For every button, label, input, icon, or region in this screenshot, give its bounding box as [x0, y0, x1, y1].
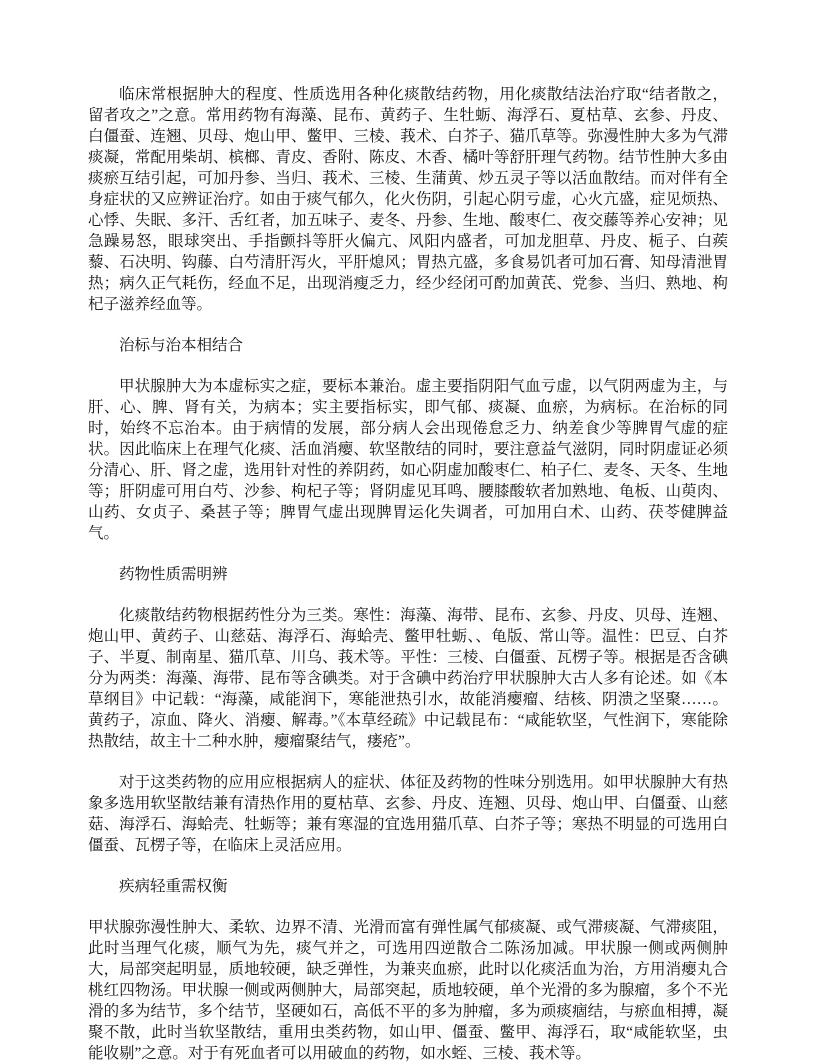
para-drug-classification-by-property: 化痰散结药物根据药性分为三类。寒性：海藻、海带、昆布、玄参、丹皮、贝母、连翘、炮山甲、黄药子、山慈菇、海浮石、海蛤壳、鳖甲牡蛎、、龟版、常山等。温性：巴豆、白芥子、半夏、制南星、猫爪草、川乌、莪术等。平性：三棱、白僵蚕、瓦楞子等。根据是否含碘分为两类：海藻、海带、昆布等含碘类。对于含碘中药治疗甲状腺肿大古人多有论述。如《本草纲目》中记载：“海藻，咸能润下，寒能泄热引水，故能消瘿瘤、结核、阴溃之坚聚……。黄药子，凉血、降火、消瘿、解毒。”《本草经疏》中记载昆布：“咸能软坚，气性润下，寒能除热散结，故主十二种水肿，瘿瘤聚结气，瘘疮”。: [88, 607, 728, 750]
heading-weigh-disease-severity: 疾病轻重需权衡: [119, 878, 228, 895]
para-phlegm-resolving-drug-selection: 临床常根据肿大的程度、性质选用各种化痰散结药物，用化痰散结法治疗取“结者散之，留者攻之”之意。常用药物有海藻、昆布、黄药子、生牡蛎、海浮石、夏枯草、玄参、丹皮、白僵蚕、连翘、贝母、炮山甲、鳖甲、三棱、莪术、白芥子、猫爪草等。弥漫性肿大多为气滞痰凝，常配用柴胡、槟榔、青皮、香附、陈皮、木香、橘叶等舒肝理气药物。结节性肿大多由痰瘀互结引起，可加丹参、当归、莪术、三棱、生蒲黄、炒五灵子等以活血散结。而对伴有全身症状的又应辨证治疗。如由于痰气郁久，化火伤阴，引起心阴亏虚，心火亢盛，症见烦热、心悸、失眠、多汗、舌红者，加五味子、麦冬、丹参、生地、酸枣仁、夜交藤等养心安神；见急躁易怒，眼球突出、手指颤抖等肝火偏亢、风阳内盛者，可加龙胆草、丹皮、栀子、白蒺藜、石决明、钩藤、白芍清肝泻火，平肝熄风；胃热亢盛，多食易饥者可加石膏、知母清泄胃热；病久正气耗伤，经血不足，出现消瘦乏力，经少经闭可酌加黄芪、党参、当归、熟地、枸杞子滋养经血等。: [88, 86, 728, 313]
para-drug-selection-by-symptom: 对于这类药物的应用应根据病人的症状、体征及药物的性味分别选用。如甲状腺肿大有热象多选用软坚散结兼有清热作用的夏枯草、玄参、丹皮、连翘、贝母、炮山甲、白僵蚕、山慈菇、海浮石、海蛤壳、牡蛎等；兼有寒湿的宜选用猫爪草、白芥子等；寒热不明显的可选用白僵蚕、瓦楞子等，在临床上灵活应用。: [88, 774, 728, 854]
heading-combine-symptomatic-and-root-treatment: 治标与治本相结合: [119, 337, 244, 354]
para-goiter-types-and-formulas: 甲状腺弥漫性肿大、柔软、边界不清、光滑而富有弹性属气郁痰凝、或气滞痰凝、气滞痰阻，此时当理气化痰，顺气为先，痰气并之，可选用四逆散合二陈汤加减。甲状腺一侧或两侧肿大，局部突起明显，质地较硬，缺乏弹性，为兼夹血瘀，此时以化痰活血为治，方用消瘿丸合桃红四物汤。甲状腺一侧或两侧肿大，局部突起，质地较硬，单个光滑的多为腺瘤，多个不光滑的多为结节，多个结节，坚硬如石，高低不平的多为肿瘤，多为顽痰痼结，与瘀血相搏，凝聚不散，此时当软坚散结，重用虫类药物，如山甲、僵蚕、鳖甲、海浮石，取“咸能软坚，虫能收剔”之意。对于有死血者可以用破血的药物，如水蛭、三棱、莪术等。: [88, 919, 728, 1062]
heading-drug-property-discernment: 药物性质需明辨: [119, 566, 228, 583]
para-deficiency-excess-treatment: 甲状腺肿大为本虚标实之症，要标本兼治。虚主要指阴阳气血亏虚，以气阴两虚为主，与肝、心、脾、肾有关，为病本；实主要指标实，即气郁、痰凝、血瘀，为病标。在治标的同时，始终不忘治本。由于病情的发展，部分病人会出现倦怠乏力、纳差食少等脾胃气虚的症状。因此临床上在理气化痰、活血消瘿、软坚散结的同时，要注意益气滋阴，同时阴虚证必须分清心、肝、肾之虚，选用针对性的养阴药，如心阴虚加酸枣仁、柏子仁、麦冬、天冬、生地等；肝阴虚可用白芍、沙参、枸杞子等；肾阴虚见耳鸣、腰膝酸软者加熟地、龟板、山萸肉、山药、女贞子、桑甚子等；脾胃气虚出现脾胃运化失调者，可加用白术、山药、茯苓健脾益气。: [88, 378, 728, 542]
